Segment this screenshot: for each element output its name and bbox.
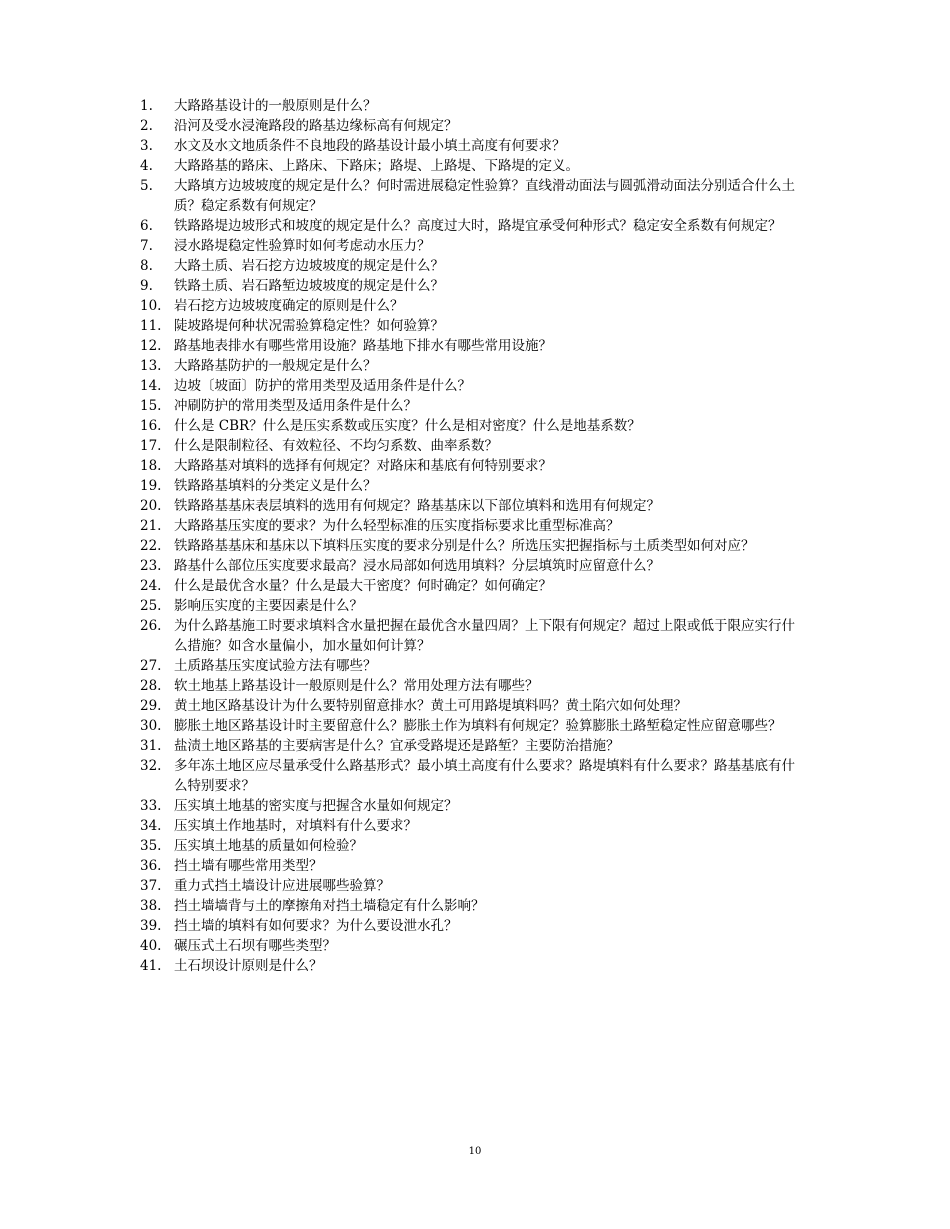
question-item — [140, 256, 805, 276]
question-item — [140, 136, 805, 156]
question-number: 16. — [140, 418, 162, 434]
question-number: 27. — [140, 658, 162, 674]
question-text: 铁路路基基床表层填料的选用有何规定？路基基床以下部位填料和选用有何规定？ — [174, 498, 660, 514]
question-number: 4. — [140, 158, 153, 174]
question-item — [140, 596, 805, 616]
question-item — [140, 656, 805, 676]
question-item — [140, 356, 805, 376]
question-item — [140, 556, 805, 576]
question-item — [140, 396, 805, 416]
question-text: 大路土质、岩石挖方边坡坡度的规定是什么？ — [174, 258, 444, 274]
question-item — [140, 676, 805, 696]
question-text: 什么是限制粒径、有效粒径、不均匀系数、曲率系数？ — [174, 438, 498, 454]
question-number: 39. — [140, 918, 162, 934]
question-text: 压实填土地基的质量如何检验？ — [174, 838, 363, 854]
question-item — [140, 536, 805, 556]
question-text: 大路路基对填料的选择有何规定？对路床和基底有何特别要求？ — [174, 458, 552, 474]
question-text: 路基什么部位压实度要求最高？浸水局部如何选用填料？分层填筑时应留意什么？ — [174, 558, 660, 574]
question-item — [140, 936, 805, 956]
question-number: 6. — [140, 218, 153, 234]
question-number: 9. — [140, 278, 153, 294]
question-item — [140, 316, 805, 336]
question-item — [140, 436, 805, 456]
page-number: 10 — [468, 1146, 482, 1157]
question-number: 23. — [140, 558, 162, 574]
question-text: 铁路土质、岩石路堑边坡坡度的规定是什么？ — [174, 278, 444, 294]
question-text: 影响压实度的主要因素是什么？ — [174, 598, 363, 614]
question-number: 14. — [140, 378, 162, 394]
question-item — [140, 856, 805, 876]
question-text: 铁路路基基床和基床以下填料压实度的要求分别是什么？所选压实把握指标与土质类型如何对应？ — [174, 538, 755, 554]
question-number: 8. — [140, 258, 153, 274]
question-text: 冲刷防护的常用类型及适用条件是什么？ — [174, 398, 417, 414]
question-number: 41. — [140, 958, 162, 974]
question-number: 29. — [140, 698, 162, 714]
question-item — [140, 496, 805, 516]
question-text: 压实填土地基的密实度与把握含水量如何规定？ — [174, 798, 458, 814]
question-text: 沿河及受水浸淹路段的路基边缘标高有何规定？ — [174, 118, 458, 134]
question-number: 12. — [140, 338, 162, 354]
question-text: 重力式挡土墙设计应进展哪些验算？ — [174, 878, 390, 894]
question-text: 软土地基上路基设计一般原则是什么？常用处理方法有哪些？ — [174, 678, 539, 694]
question-text: 路基地表排水有哪些常用设施？路基地下排水有哪些常用设施？ — [174, 338, 552, 354]
question-number: 20. — [140, 498, 162, 514]
question-number: 22. — [140, 538, 162, 554]
question-item — [140, 576, 805, 596]
question-number: 2. — [140, 118, 153, 134]
question-item — [140, 696, 805, 716]
question-item — [140, 896, 805, 916]
question-number: 36. — [140, 858, 162, 874]
question-number: 11. — [140, 318, 162, 334]
question-list — [140, 96, 805, 976]
question-item — [140, 456, 805, 476]
question-number: 5. — [140, 178, 153, 194]
question-number: 3. — [140, 138, 153, 154]
question-item — [140, 336, 805, 356]
question-number: 25. — [140, 598, 162, 614]
question-text: 大路路基设计的一般原则是什么？ — [174, 98, 377, 114]
question-text: 水文及水文地质条件不良地段的路基设计最小填土高度有何要求？ — [174, 138, 566, 154]
question-text: 碾压式土石坝有哪些类型？ — [174, 938, 336, 954]
question-item — [140, 176, 805, 216]
question-item — [140, 216, 805, 236]
question-item — [140, 156, 805, 176]
question-number: 26. — [140, 618, 162, 634]
question-text: 膨胀土地区路基设计时主要留意什么？膨胀土作为填料有何规定？验算膨胀土路堑稳定性应留意哪些？ — [174, 718, 782, 734]
question-text: 挡土墙墙背与土的摩擦角对挡土墙稳定有什么影响？ — [174, 898, 485, 914]
question-number: 34. — [140, 818, 162, 834]
question-number: 33. — [140, 798, 162, 814]
question-number: 24. — [140, 578, 162, 594]
question-text: 岩石挖方边坡坡度确定的原则是什么？ — [174, 298, 404, 314]
question-text: 陡坡路堤何种状况需验算稳定性？如何验算？ — [174, 318, 444, 334]
question-text: 大路路基防护的一般规定是什么？ — [174, 358, 377, 374]
question-item — [140, 376, 805, 396]
question-number: 18. — [140, 458, 162, 474]
question-text: 什么是最优含水量？什么是最大干密度？何时确定？如何确定？ — [174, 578, 552, 594]
question-item — [140, 96, 805, 116]
question-number: 28. — [140, 678, 162, 694]
question-text: 边坡〔坡面〕防护的常用类型及适用条件是什么？ — [174, 378, 471, 394]
question-item — [140, 876, 805, 896]
question-item — [140, 276, 805, 296]
question-number: 19. — [140, 478, 162, 494]
question-text: 大路填方边坡坡度的规定是什么？何时需进展稳定性验算？直线滑动面法与圆弧滑动面法分别适合什么土质？稳定系数有何规定？ — [174, 178, 795, 214]
question-number: 7. — [140, 238, 153, 254]
question-item — [140, 796, 805, 816]
question-number: 15. — [140, 398, 162, 414]
question-text: 浸水路堤稳定性验算时如何考虑动水压力？ — [174, 238, 431, 254]
question-number: 35. — [140, 838, 162, 854]
question-number: 37. — [140, 878, 162, 894]
question-text: 什么是 CBR？什么是压实系数或压实度？什么是相对密度？什么是地基系数？ — [174, 418, 641, 434]
question-number: 1. — [140, 98, 153, 114]
question-item — [140, 616, 805, 656]
question-text: 盐渍土地区路基的主要病害是什么？宜承受路堤还是路堑？主要防治措施？ — [174, 738, 620, 754]
question-item — [140, 296, 805, 316]
question-item — [140, 416, 805, 436]
question-text: 多年冻土地区应尽量承受什么路基形式？最小填土高度有什么要求？路堤填料有什么要求？路基基底有什么特别要求？ — [174, 758, 795, 794]
question-number: 32. — [140, 758, 162, 774]
question-item — [140, 956, 805, 976]
question-text: 挡土墙有哪些常用类型？ — [174, 858, 323, 874]
question-text: 铁路路基填料的分类定义是什么？ — [174, 478, 377, 494]
question-text: 黄土地区路基设计为什么要特别留意排水？黄土可用路堤填料吗？黄土陷穴如何处理？ — [174, 698, 687, 714]
question-item — [140, 736, 805, 756]
question-text: 铁路路堤边坡形式和坡度的规定是什么？高度过大时，路堤宜承受何种形式？稳定安全系数有何规定？ — [174, 218, 782, 234]
question-item — [140, 236, 805, 256]
question-item — [140, 916, 805, 936]
question-text: 大路路基压实度的要求？为什么轻型标准的压实度指标要求比重型标准高？ — [174, 518, 620, 534]
question-item — [140, 516, 805, 536]
question-number: 10. — [140, 298, 162, 314]
question-text: 为什么路基施工时要求填料含水量把握在最优含水量四周？上下限有何规定？超过上限或低于限应实行什么措施？如含水量偏小，加水量如何计算？ — [174, 618, 795, 654]
question-item — [140, 836, 805, 856]
question-item — [140, 816, 805, 836]
question-number: 30. — [140, 718, 162, 734]
question-item — [140, 756, 805, 796]
question-item — [140, 116, 805, 136]
question-number: 17. — [140, 438, 162, 454]
question-text: 挡土墙的填料有如何要求？为什么要设泄水孔？ — [174, 918, 458, 934]
question-number: 38. — [140, 898, 162, 914]
question-text: 土质路基压实度试验方法有哪些？ — [174, 658, 377, 674]
question-number: 13. — [140, 358, 162, 374]
question-text: 压实填土作地基时，对填料有什么要求？ — [174, 818, 417, 834]
question-number: 31. — [140, 738, 162, 754]
question-number: 40. — [140, 938, 162, 954]
question-number: 21. — [140, 518, 162, 534]
question-text: 大路路基的路床、上路床、下路床；路堤、上路堤、下路堤的定义。 — [174, 158, 579, 174]
question-item — [140, 716, 805, 736]
question-text: 土石坝设计原则是什么？ — [174, 958, 323, 974]
question-item — [140, 476, 805, 496]
